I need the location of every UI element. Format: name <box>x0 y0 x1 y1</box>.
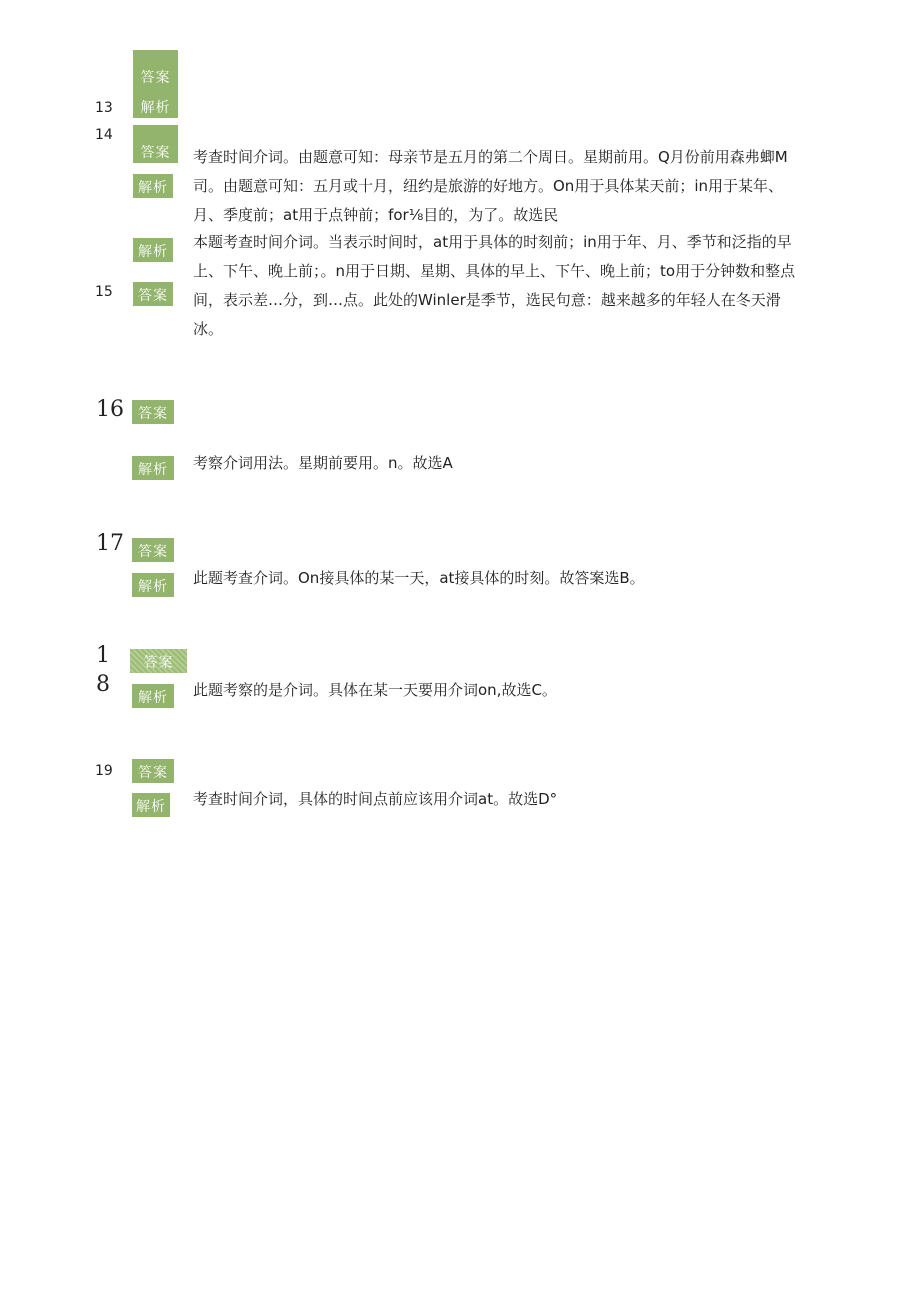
answer-tag-14: 答案 <box>133 125 178 163</box>
question-number-15: 15 <box>95 284 113 300</box>
analysis-tag-16: 解析 <box>132 456 174 480</box>
question-number-16: 16 <box>96 397 124 422</box>
answer-tag-15: 答案 <box>133 282 173 306</box>
analysis-tag-19: 解析 <box>132 793 170 817</box>
analysis-tag-15: 解析 <box>133 238 173 262</box>
question-number-14: 14 <box>95 127 113 143</box>
analysis-text-17: 此题考查介词。On接具体的某一天，at接具体的时刻。故答案选B。 <box>193 569 645 587</box>
analysis-text-14: 考查时间介词。由题意可知：母亲节是五月的第二个周日。星期前用。Q月份前用森弗蝍M司。由题意可知：五月或十月，纽约是旅游的好地方。On用于具体某天前；in用于某年、月、季度前；at用于点钟前；for⅛目的，为了。故选民 <box>193 148 788 224</box>
analysis-tag-13: 解析 <box>133 88 178 118</box>
analysis-tag-18: 解析 <box>132 684 174 708</box>
analysis-tag-17: 解析 <box>132 573 174 597</box>
question-number-17: 17 <box>96 531 124 556</box>
answer-tag-16: 答案 <box>132 400 174 424</box>
answer-tag-19: 答案 <box>132 759 174 783</box>
question-number-18-bottom: 8 <box>96 672 110 697</box>
analysis-text-15: 本题考查时间介词。当表示时间时，at用于具体的时刻前；in用于年、月、季节和泛指的早上、下午、晚上前；。n用于日期、星期、具体的早上、下午、晚上前；to用于分钟数和整点间，表示差…分，到…点。此处的Winler是季节，选民句意：越来越多的年轻人在冬天滑冰。 <box>193 233 796 338</box>
answer-tag-17: 答案 <box>132 538 174 562</box>
analysis-text-16: 考察介词用法。星期前要用。n。故选A <box>193 454 453 472</box>
analysis-text-18: 此题考察的是介词。具体在某一天要用介词on,故选C。 <box>193 681 557 699</box>
analysis-tag-14: 解析 <box>133 174 173 198</box>
answer-tag-18: 答案 <box>130 649 187 673</box>
question-number-19: 19 <box>95 763 113 779</box>
question-number-18-top: 1 <box>96 643 110 668</box>
analysis-text-19: 考查时间介词，具体的时间点前应该用介词at。故选D° <box>193 790 558 808</box>
answer-tag-13: 答案 <box>133 50 178 88</box>
question-number-13: 13 <box>95 100 113 116</box>
